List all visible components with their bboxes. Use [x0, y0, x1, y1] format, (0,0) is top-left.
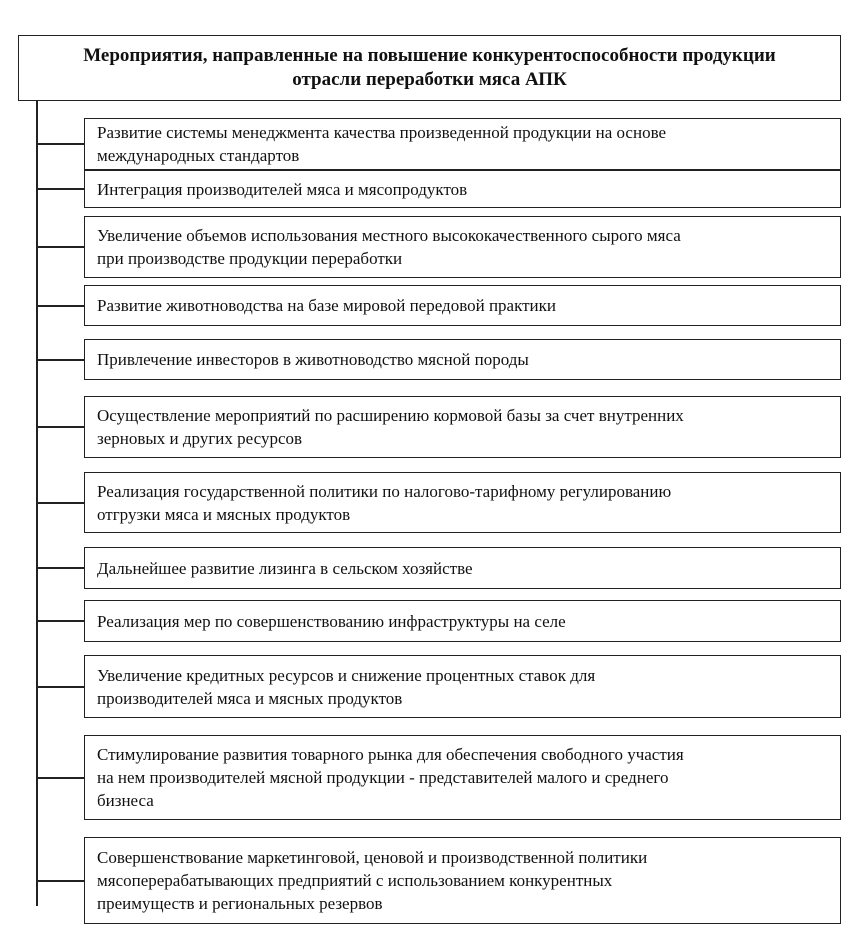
diagram-title — [18, 35, 841, 101]
measure-text-line: Стимулирование развития товарного рынка для обеспечения свободного участия — [97, 745, 684, 764]
measure-text-line: на нем производителей мясной продукции - представителей малого и среднего — [97, 768, 669, 787]
measure-text-line: при производстве продукции переработки — [97, 249, 403, 268]
connector-line — [36, 143, 84, 145]
connector-line — [36, 502, 84, 504]
connector-line — [36, 620, 84, 622]
measure-box — [84, 216, 841, 278]
measure-box — [84, 285, 841, 326]
measure-text-line: Увеличение кредитных ресурсов и снижение процентных ставок для — [97, 665, 596, 685]
measure-box — [84, 600, 841, 642]
measure-box — [84, 118, 841, 170]
measure-box — [84, 655, 841, 718]
measure-text-line: мясоперерабатывающих предприятий с использованием конкурентных — [97, 871, 613, 890]
measure-box — [84, 339, 841, 380]
measure-text-line: производителей мяса и мясных продуктов — [97, 688, 403, 708]
title-line-1: Мероприятия, направленные на повышение конкурентоспособности продукции — [83, 45, 776, 66]
measure-box — [84, 547, 841, 589]
connector-line — [36, 359, 84, 361]
measure-box — [84, 472, 841, 533]
measure-text-line: Увеличение объемов использования местного высококачественного сырого мяса — [97, 226, 681, 245]
measure-text-line: Интеграция производителей мяса и мясопродуктов — [97, 179, 468, 199]
measure-box — [84, 396, 841, 458]
measure-text-line: Развитие животноводства на базе мировой передовой практики — [97, 296, 557, 315]
measure-text-line: Привлечение инвесторов в животноводство мясной породы — [97, 350, 529, 369]
connector-line — [36, 305, 84, 307]
measure-text-line: Осуществление мероприятий по расширению кормовой базы за счет внутренних — [97, 406, 684, 425]
measure-text-line: Реализация мер по совершенствованию инфраструктуры на селе — [97, 611, 566, 631]
measure-text-line: Развитие системы менеджмента качества произведенной продукции на основе — [97, 123, 667, 142]
connector-line — [36, 880, 84, 882]
connector-line — [36, 777, 84, 779]
measure-text-line: бизнеса — [97, 791, 154, 810]
measure-box — [84, 170, 841, 208]
measure-text-line: отгрузки мяса и мясных продуктов — [97, 504, 351, 524]
title-line-2: отрасли переработки мяса АПК — [292, 69, 567, 90]
connector-line — [36, 246, 84, 248]
connector-line — [36, 426, 84, 428]
measure-text-line: Реализация государственной политики по налогово-тарифному регулированию — [97, 481, 672, 501]
measure-text-line: Совершенствование маркетинговой, ценовой и производственной политики — [97, 848, 648, 867]
measure-box — [84, 735, 841, 820]
connector-line — [36, 686, 84, 688]
measure-text-line: зерновых и других ресурсов — [97, 429, 303, 448]
measure-text-line: преимуществ и региональных резервов — [97, 894, 383, 913]
connector-line — [36, 188, 84, 190]
measure-box — [84, 837, 841, 924]
measure-text-line: международных стандартов — [97, 146, 300, 165]
connector-line — [36, 567, 84, 569]
measure-text-line: Дальнейшее развитие лизинга в сельском хозяйстве — [97, 558, 473, 578]
